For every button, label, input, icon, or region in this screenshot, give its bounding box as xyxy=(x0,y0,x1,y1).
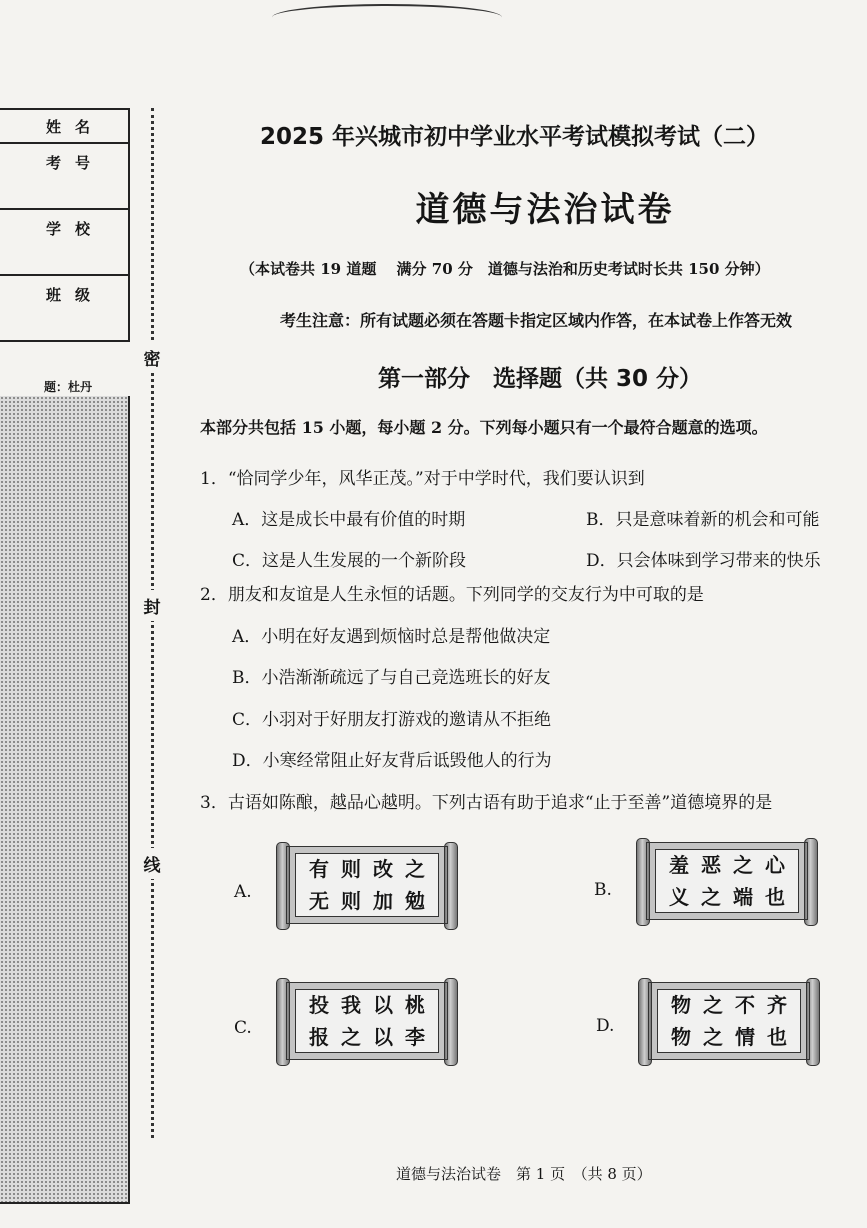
scroll-text-c: 投我以桃 报之以李 xyxy=(295,989,439,1053)
question-2-option-b: B．小浩渐渐疏远了与自己竞选班长的好友 xyxy=(232,668,551,688)
page-top-edge xyxy=(272,4,502,20)
question-3-option-c-scroll xyxy=(276,982,458,1060)
question-1-option-a: A．这是成长中最有价值的时期 xyxy=(232,510,466,530)
question-3-option-b-scroll xyxy=(636,842,818,920)
part-description: 本部分共包括 15 小题，每小题 2 分。下列每小题只有一个最符合题意的选项。 xyxy=(200,418,768,437)
question-1-option-c: C．这是人生发展的一个新阶段 xyxy=(232,551,467,571)
student-info-table xyxy=(0,108,130,342)
binding-dot-pattern xyxy=(0,396,130,1204)
question-author: 题：杜丹 xyxy=(44,380,93,394)
field-class: 班级 xyxy=(0,276,128,342)
seal-char-feng: 封 xyxy=(141,590,163,621)
question-3-option-d-label: D. xyxy=(596,1016,615,1036)
question-1-option-b: B．只是意味着新的机会和可能 xyxy=(586,510,820,530)
seal-char-xian: 线 xyxy=(141,848,163,879)
question-3-option-c-label: C. xyxy=(234,1018,252,1038)
paper-info: （本试卷共 19 道题 满分 70 分 道德与法治和历史考试时长共 150 分钟） xyxy=(240,260,770,278)
question-3-option-a-label: A. xyxy=(234,882,252,902)
paper-title: 道德与法治试卷 xyxy=(415,190,675,230)
question-3-option-d-scroll xyxy=(638,982,820,1060)
question-3-stem: 3．古语如陈酿，越品心越明。下列古语有助于追求“止于至善”道德境界的是 xyxy=(200,793,773,813)
field-school: 学校 xyxy=(0,210,128,276)
candidate-notice: 考生注意：所有试题必须在答题卡指定区域内作答，在本试卷上作答无效 xyxy=(280,311,793,330)
scroll-text-d: 物之不齐 物之情也 xyxy=(657,989,801,1053)
seal-char-mi: 密 xyxy=(141,342,163,373)
page-footer: 道德与法治试卷 第 1 页 （共 8 页） xyxy=(396,1165,652,1183)
question-2-option-a: A．小明在好友遇到烦恼时总是帮他做决定 xyxy=(232,627,551,647)
question-1-stem: 1．“恰同学少年，风华正茂。”对于中学时代，我们要认识到 xyxy=(200,469,645,489)
part-title: 第一部分 选择题（共 30 分） xyxy=(377,366,703,392)
seal-dotted-line xyxy=(151,108,154,1138)
question-3-option-a-scroll xyxy=(276,846,458,924)
question-3-option-b-label: B. xyxy=(594,880,612,900)
field-exam-number: 考号 xyxy=(0,144,128,210)
question-2-stem: 2．朋友和友谊是人生永恒的话题。下列同学的交友行为中可取的是 xyxy=(200,585,704,605)
exam-title: 2025 年兴城市初中学业水平考试模拟考试（二） xyxy=(260,124,770,150)
field-name: 姓名 xyxy=(0,110,128,144)
question-2-option-c: C．小羽对于好朋友打游戏的邀请从不拒绝 xyxy=(232,710,552,730)
scroll-text-b: 羞恶之心 义之端也 xyxy=(655,849,799,913)
question-2-option-d: D．小寒经常阻止好友背后诋毁他人的行为 xyxy=(232,751,552,771)
scroll-text-a: 有则改之 无则加勉 xyxy=(295,853,439,917)
question-1-option-d: D．只会体味到学习带来的快乐 xyxy=(586,551,821,571)
